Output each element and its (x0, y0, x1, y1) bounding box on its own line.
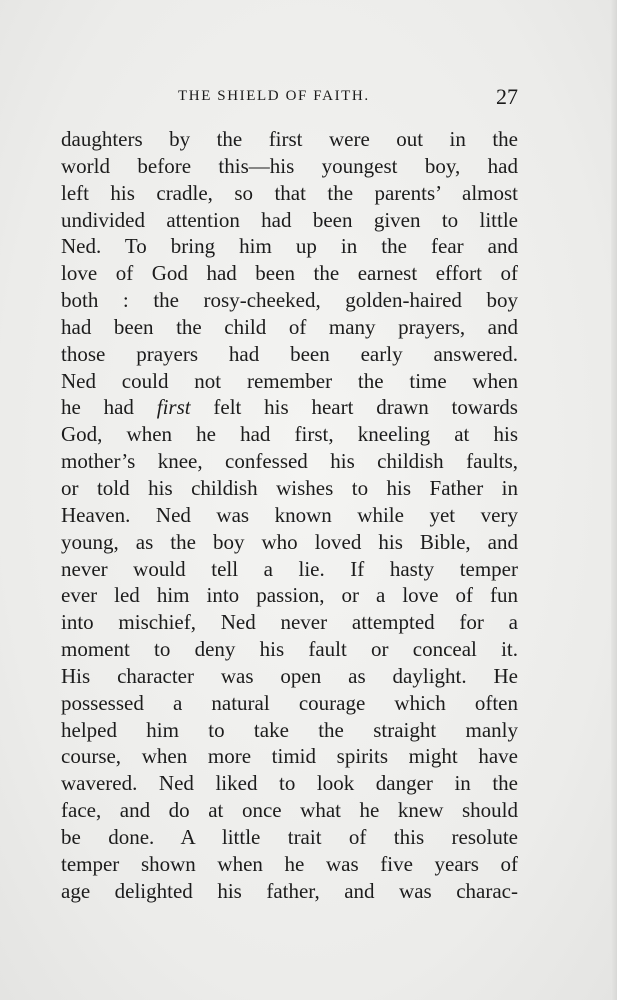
text-line: world before this—his youngest boy, had (61, 153, 518, 178)
text-line: Ned. To bring him up in the fear and (61, 234, 518, 259)
text-line: temper shown when he was five years of (61, 851, 518, 876)
text-line: possessed a natural courage which often (61, 690, 518, 715)
body-text (61, 126, 518, 904)
text-line: ever led him into passion, or a love of fun (61, 583, 518, 608)
text-line: be done. A little trait of this resolute (61, 824, 518, 849)
text-line: had been the child of many prayers, and (61, 314, 518, 339)
text-line: wavered. Ned liked to look danger in the (61, 771, 518, 796)
text-line: Ned could not remember the time when (61, 368, 518, 393)
text-line: young, as the boy who loved his Bible, and (61, 529, 518, 554)
text-line: course, when more timid spirits might have (61, 744, 518, 769)
text-segment: he had (61, 395, 157, 420)
text-line: moment to deny his fault or conceal it. (61, 637, 518, 662)
text-line: Heaven. Ned was known while yet very (61, 502, 518, 527)
text-line: or told his childish wishes to his Father in (61, 475, 518, 500)
page-edge (611, 0, 617, 1000)
text-line-with-emphasis (61, 394, 518, 421)
running-head-title: THE SHIELD OF FAITH. (178, 88, 370, 104)
text-line: left his cradle, so that the parents’ almost (61, 180, 518, 205)
text-line: never would tell a lie. If hasty temper (61, 556, 518, 581)
text-line: face, and do at once what he knew should (61, 798, 518, 823)
text-line: age delighted his father, and was charac- (61, 878, 518, 903)
text-line: His character was open as daylight. He (61, 663, 518, 688)
page-number: 27 (496, 84, 518, 109)
text-segment: felt his heart drawn towards (190, 395, 518, 420)
text-line: daughters by the first were out in the (61, 127, 518, 151)
text-line: undivided attention had been given to little (61, 207, 518, 232)
text-line: mother’s knee, confessed his childish faults, (61, 449, 518, 474)
text-line: God, when he had first, kneeling at his (61, 422, 518, 447)
text-line: love of God had been the earnest effort of (61, 261, 518, 286)
running-head (60, 84, 518, 112)
text-line: into mischief, Ned never attempted for a (61, 610, 518, 635)
text-line: both : the rosy-cheeked, golden-haired boy (61, 288, 518, 313)
text-line: helped him to take the straight manly (61, 717, 518, 742)
emphasized-word: first (156, 395, 191, 420)
text-line: those prayers had been early answered. (61, 341, 518, 366)
